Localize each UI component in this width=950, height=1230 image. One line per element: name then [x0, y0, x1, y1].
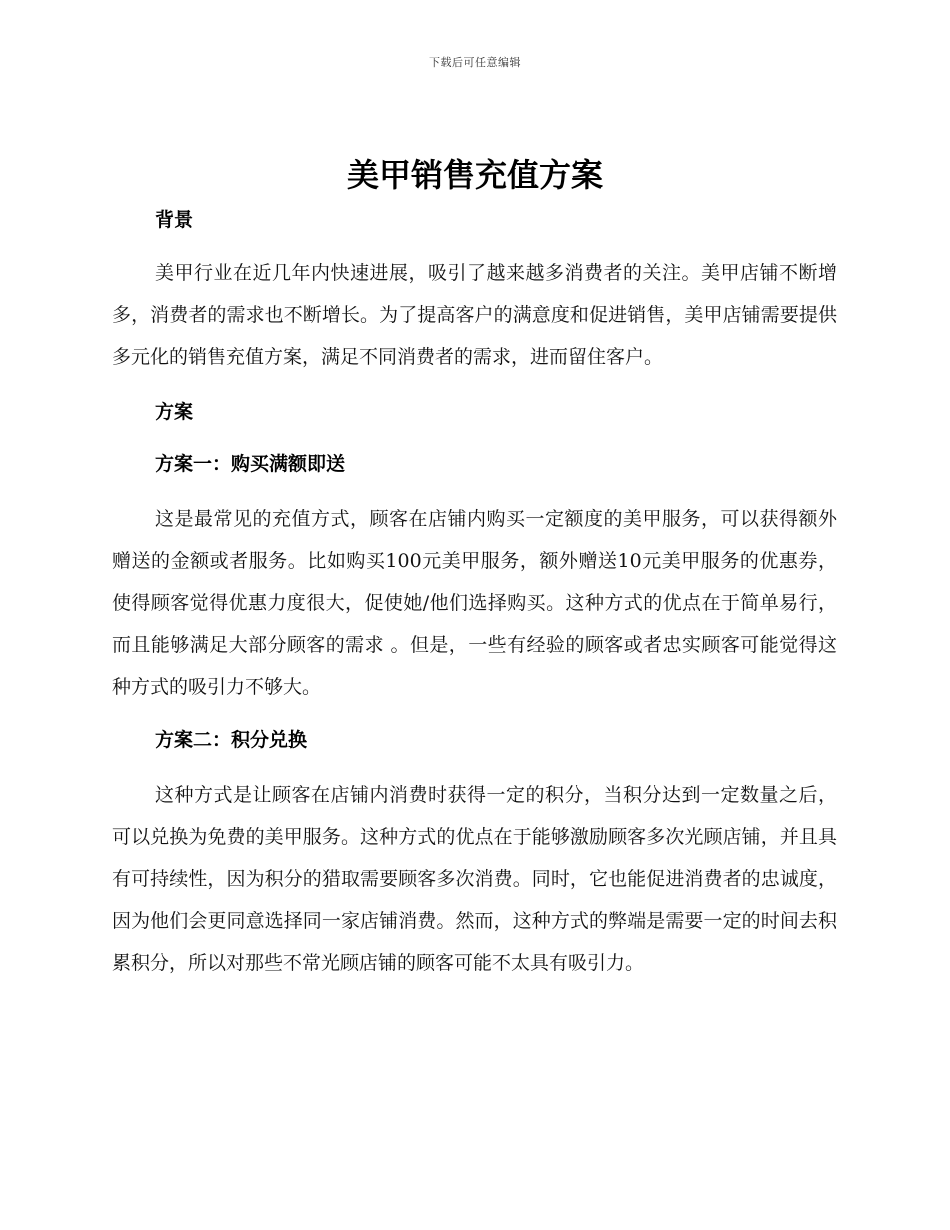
section-heading-plan-two: 方案二：积分兑换 — [155, 729, 308, 751]
paragraph-plan-two: 这种方式是让顾客在店铺内消费时获得一定的积分，当积分达到一定数量之后，可以兑换为免费的美甲服务。这种方式的优点在于能够激励顾客多次光顾店铺，并且具有可持续性，因为积分的猎取需要顾客多次消费。同时，它也能促进消费者的忠诚度，因为他们会更同意选择同一家店铺消费。然而，这种方式的弊端是需要一定的时间去积累积分，所以对那些不常光顾店铺的顾客可能不太具有吸引力。 — [112, 784, 837, 974]
paragraph-plan-one: 这是最常见的充值方式，顾客在店铺内购买一定额度的美甲服务，可以获得额外赠送的金额或者服务。比如购买100元美甲服务，额外赠送10元美甲服务的优惠券，使得顾客觉得优惠力度很大，促使她/他们选择购买。这种方式的优点在于简单易行，而且能够满足大部分顾客的需求 。但是，一些有经验的顾客或者忠实顾客可能觉得这种方式的吸引力不够大。 — [112, 508, 837, 698]
section-heading-plan-one: 方案一：购买满额即送 — [155, 453, 346, 475]
section-heading-background: 背景 — [155, 209, 194, 231]
page-header-note: 下载后可任意编辑 — [429, 56, 521, 69]
paragraph-background: 美甲行业在近几年内快速进展，吸引了越来越多消费者的关注。美甲店铺不断增多，消费者的需求也不断增长。为了提高客户的满意度和促进销售，美甲店铺需要提供多元化的销售充值方案，满足不同消费者的需求，进而留住客户。 — [112, 262, 837, 368]
section-heading-plan: 方案 — [155, 401, 194, 423]
document-body — [112, 200, 837, 984]
document-title: 美甲销售充值方案 — [346, 156, 603, 194]
